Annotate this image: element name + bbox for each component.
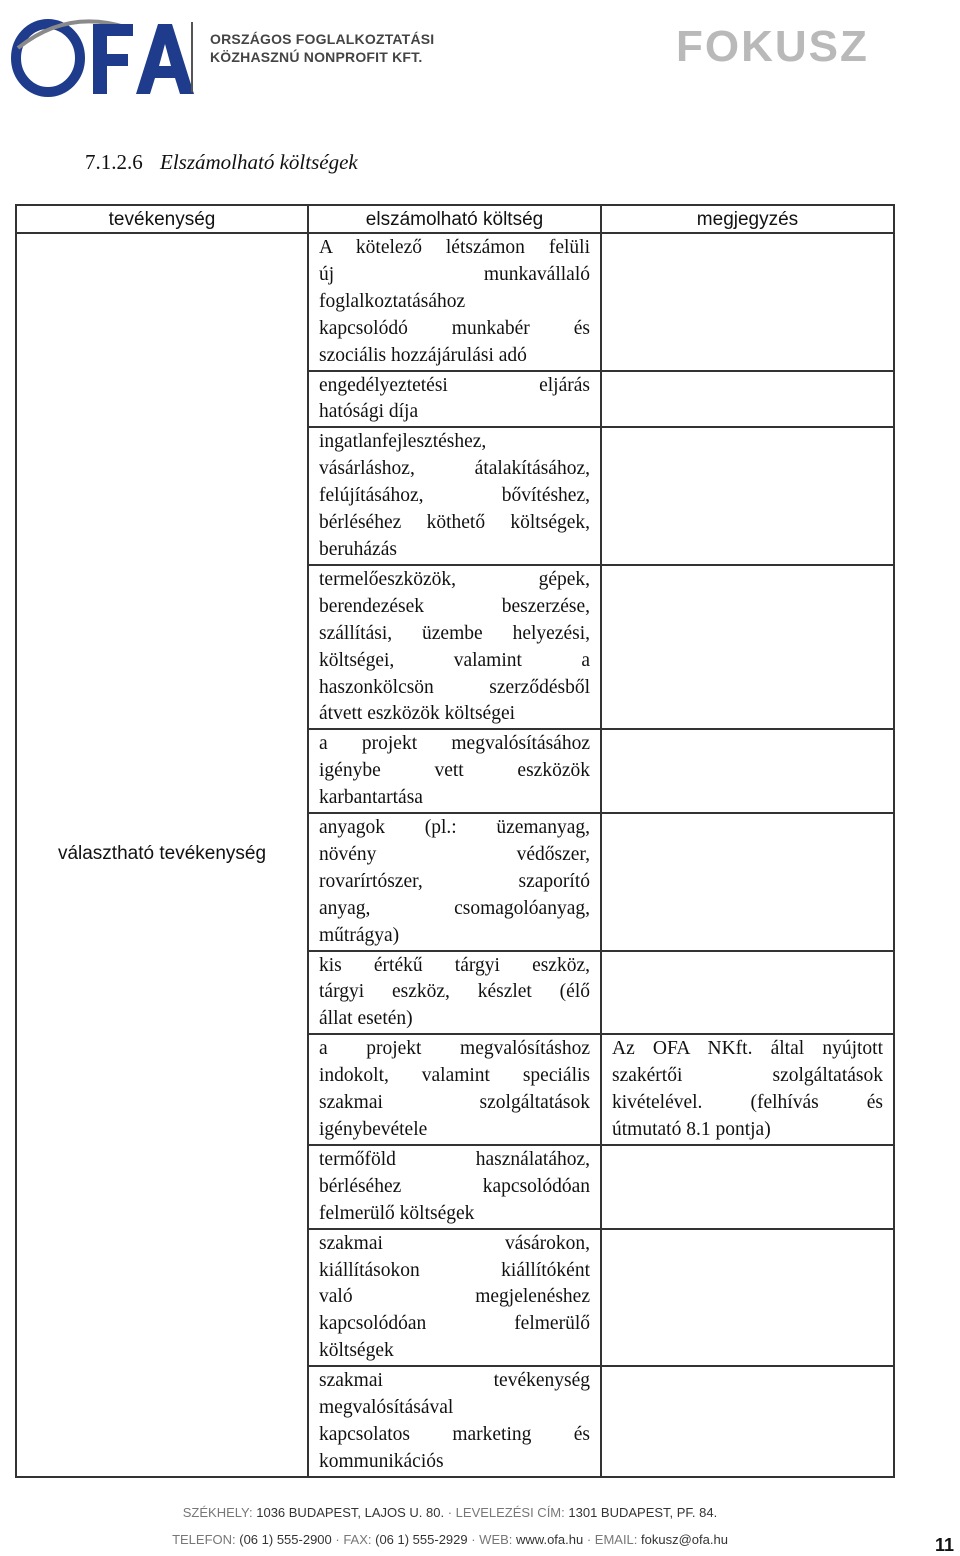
ofa-org-line2: KÖZHASZNÚ NONPROFIT KFT. xyxy=(210,49,423,65)
cost-cell xyxy=(308,951,601,1035)
note-cell xyxy=(601,1366,894,1477)
ofa-org-name xyxy=(210,30,434,66)
cost-line: igénybe vett eszközök xyxy=(319,760,590,782)
cost-line: vásárláshoz, átalakításához, xyxy=(319,458,590,480)
note-line: kivételével. (felhívás és xyxy=(612,1092,883,1114)
cost-line: termőföld használatához, xyxy=(319,1148,590,1170)
cost-line: kapcsolódóan felmerülő xyxy=(319,1313,590,1335)
table-header-row xyxy=(16,205,894,233)
note-cell xyxy=(601,565,894,729)
cost-line: kapcsolatos marketing és xyxy=(319,1423,590,1445)
cost-line: szakmai tevékenység xyxy=(319,1370,590,1392)
cost-line: új munkavállaló xyxy=(319,263,590,285)
note-cell xyxy=(601,813,894,951)
note-line: útmutató 8.1 pontja) xyxy=(612,1119,771,1140)
cost-line: állat esetén) xyxy=(319,1008,413,1030)
note-cell xyxy=(601,1145,894,1229)
cost-line: igénybevétele xyxy=(319,1119,428,1140)
cost-line: szociális hozzájárulási adó xyxy=(319,344,527,366)
note-cell xyxy=(601,233,894,371)
cost-line: berendezések beszerzése, xyxy=(319,595,590,617)
page-header xyxy=(0,0,960,110)
cost-line: a projekt megvalósításához xyxy=(319,733,590,755)
footer-value: fokusz@ofa.hu xyxy=(641,1532,728,1547)
footer-value: 1301 BUDAPEST, PF. 84. xyxy=(568,1505,718,1520)
note-cell xyxy=(601,1034,894,1145)
footer-label: · WEB: xyxy=(467,1532,517,1547)
cost-line: műtrágya) xyxy=(319,924,400,946)
cost-cell xyxy=(308,565,601,729)
footer-label: · LEVELEZÉSI CÍM: xyxy=(444,1505,569,1520)
cost-line: indokolt, valamint speciális xyxy=(319,1065,590,1087)
cost-cell xyxy=(308,729,601,813)
cost-line: anyag, csomagolóanyag, xyxy=(319,897,590,919)
footer-contact-line xyxy=(0,1532,900,1547)
ofa-logo-icon xyxy=(8,8,218,103)
cost-line: rovarírtószer, szaporító xyxy=(319,870,590,892)
note-line: szakértői szolgáltatások xyxy=(612,1065,883,1087)
cost-line: haszonkölcsön szerződésből xyxy=(319,676,590,698)
note-line: Az OFA NKft. által nyújtott xyxy=(612,1038,883,1060)
cost-cell xyxy=(308,813,601,951)
cost-line: hatósági díja xyxy=(319,401,419,423)
cost-line: felújításához, bővítéshez, xyxy=(319,485,590,507)
note-cell xyxy=(601,371,894,428)
cost-line: átvett eszközök költségei xyxy=(319,703,516,725)
note-cell xyxy=(601,1229,894,1367)
cost-line: termelőeszközök, gépek, xyxy=(319,568,590,590)
cost-cell xyxy=(308,1034,601,1145)
cost-line: szakmai vásárokon, xyxy=(319,1232,590,1254)
cost-line: anyagok (pl.: üzemanyag, xyxy=(319,817,590,839)
cost-line: kapcsolódó munkabér és xyxy=(319,317,590,339)
note-cell xyxy=(601,729,894,813)
section-title xyxy=(85,150,358,175)
cost-cell xyxy=(308,1145,601,1229)
cost-line: foglalkoztatásához xyxy=(319,290,466,312)
eligible-costs-table xyxy=(15,204,895,1478)
cost-line: beruházás xyxy=(319,538,397,560)
cost-line: megvalósításával xyxy=(319,1397,454,1419)
cost-line: költségei, valamint a xyxy=(319,649,590,671)
header-note: megjegyzés xyxy=(601,205,894,233)
footer-value: (06 1) 555-2900 xyxy=(239,1532,332,1547)
table-row xyxy=(16,233,894,371)
cost-cell xyxy=(308,1366,601,1477)
section-heading: Elszámolható költségek xyxy=(160,150,358,174)
footer-label: SZÉKHELY: xyxy=(182,1505,257,1520)
cost-line: költségek xyxy=(319,1340,394,1362)
cost-line: szakmai szolgáltatások xyxy=(319,1092,590,1114)
header-activity: tevékenység xyxy=(16,205,308,233)
fokusz-logo: FOKUSZ xyxy=(676,22,869,71)
section-number: 7.1.2.6 xyxy=(85,150,143,174)
cost-cell xyxy=(308,371,601,428)
footer-value: 1036 BUDAPEST, LAJOS U. 80. xyxy=(256,1505,445,1520)
cost-line: engedélyeztetési eljárás xyxy=(319,374,590,396)
page-number: 11 xyxy=(935,1535,955,1555)
footer-value: www.ofa.hu xyxy=(516,1532,584,1547)
cost-line: kis értékű tárgyi eszköz, xyxy=(319,954,590,976)
cost-line: kommunikációs xyxy=(319,1450,444,1472)
cost-line: karbantartása xyxy=(319,787,423,809)
activity-cell: választható tevékenység xyxy=(16,233,308,1477)
cost-cell xyxy=(308,233,601,371)
footer-label: · FAX: xyxy=(331,1532,376,1547)
cost-line: bérléséhez köthető költségek, xyxy=(319,512,590,534)
cost-line: bérléséhez kapcsolódóan xyxy=(319,1175,590,1197)
footer-label: TELEFON: xyxy=(172,1532,240,1547)
header-cost: elszámolható költség xyxy=(308,205,601,233)
footer-address-line xyxy=(0,1505,900,1520)
cost-line: növény védőszer, xyxy=(319,843,590,865)
cost-cell xyxy=(308,427,601,565)
cost-line: a projekt megvalósításhoz xyxy=(319,1038,590,1060)
cost-line: tárgyi eszköz, készlet (élő xyxy=(319,981,590,1003)
logo-divider xyxy=(191,22,193,92)
ofa-org-line1: ORSZÁGOS FOGLALKOZTATÁSI xyxy=(210,31,435,47)
cost-line: kiállításokon kiállítóként xyxy=(319,1259,590,1281)
note-cell xyxy=(601,951,894,1035)
cost-line: szállítási, üzembe helyezési, xyxy=(319,622,590,644)
cost-line: ingatlanfejlesztéshez, xyxy=(319,431,487,453)
cost-line: A kötelező létszámon felüli xyxy=(319,237,590,258)
cost-line: felmerülő költségek xyxy=(319,1202,475,1224)
footer-value: (06 1) 555-2929 xyxy=(375,1532,468,1547)
footer-label: · EMAIL: xyxy=(583,1532,642,1547)
cost-cell xyxy=(308,1229,601,1367)
note-cell xyxy=(601,427,894,565)
cost-line: való megjelenéshez xyxy=(319,1286,590,1308)
